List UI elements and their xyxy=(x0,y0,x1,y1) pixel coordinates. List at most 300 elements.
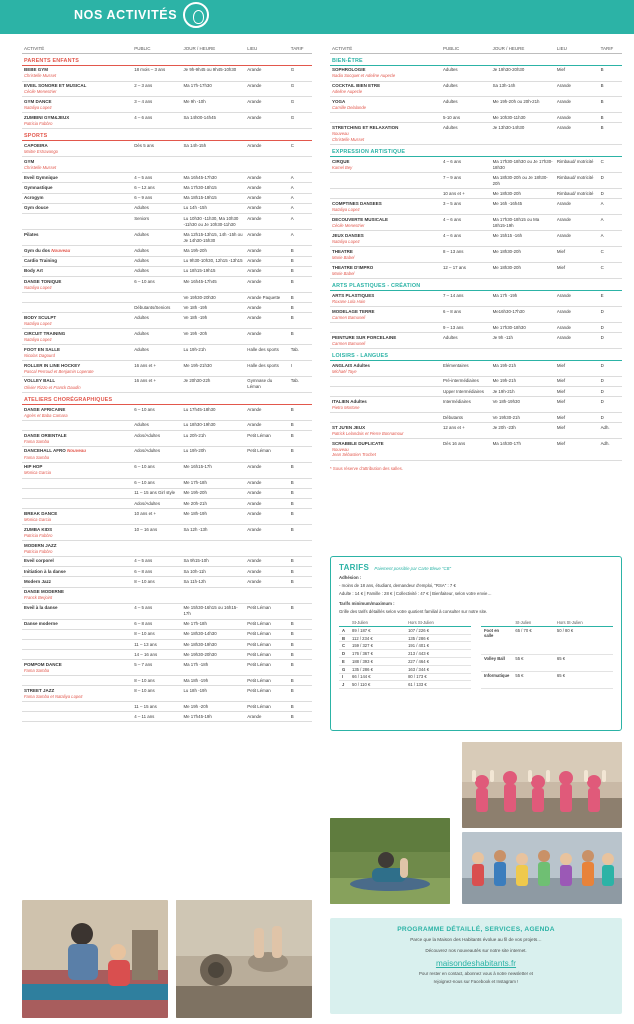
activity-name: DANSE AFRICAINE xyxy=(24,406,66,412)
cell-tarif: A xyxy=(599,215,622,231)
cell-jour: Ma 18h30-20h ou Je 18h30-20h xyxy=(491,173,555,189)
cell-jour: Lu 18h -19h xyxy=(181,686,245,702)
cell-jour: Ma 12h15-13h15, 14h -15h ou Je 14h30-15h30 xyxy=(181,230,245,246)
cell-jour: Ma 19h-21h xyxy=(491,360,555,376)
price-row xyxy=(481,672,613,689)
price-key: J xyxy=(339,681,349,689)
cell-tarif: B xyxy=(289,660,312,676)
cell-public: 11 – 15 ans xyxy=(132,702,181,712)
price-value: 191 / 401 € xyxy=(405,642,471,650)
cell-tarif: C xyxy=(599,157,622,173)
cell-tarif: B xyxy=(289,246,312,256)
cell-lieu: Arande xyxy=(245,462,289,478)
price-value: 55 € xyxy=(512,672,554,689)
table-row xyxy=(330,376,622,386)
instructor-name: Adeline Aupecle xyxy=(332,89,363,95)
cell-tarif: B xyxy=(289,525,312,541)
table-row xyxy=(22,420,312,430)
cell-jour: Me 17h-18h xyxy=(181,478,245,488)
cell-tarif xyxy=(289,157,312,173)
cell-jour: Me 15h15 -16h xyxy=(491,231,555,247)
price-value: 80 / 173 € xyxy=(405,673,471,681)
price-value: 50 / 110 € xyxy=(349,681,405,689)
cell-public: 7 – 9 ans xyxy=(441,173,491,189)
cell-public: Débutants/Seniors xyxy=(132,303,181,313)
cell-jour: Sa 13h-14h xyxy=(491,81,555,97)
cell-tarif: B xyxy=(289,488,312,498)
cell-lieu: Arande Paquette xyxy=(245,292,289,302)
cell-tarif: G xyxy=(289,81,312,97)
cell-public: 8 – 10 ans xyxy=(132,676,181,686)
cell-tarif: B xyxy=(289,404,312,420)
cell-lieu: Petit Léman xyxy=(245,660,289,676)
col-public: PUBLIC xyxy=(441,44,491,53)
cell-jour: Ma 18h -19h xyxy=(181,676,245,686)
cell-jour: Me 9h -10h xyxy=(181,97,245,113)
cell-activite xyxy=(22,567,132,577)
cell-jour: Lu 14h -15h xyxy=(181,203,245,213)
table-row xyxy=(22,183,312,193)
table-row xyxy=(330,113,622,123)
table-row xyxy=(330,65,622,81)
activity-name: EVEIL SONORE ET MUSICAL xyxy=(24,83,87,89)
cell-jour: Sa 14h00-14h45 xyxy=(181,113,245,129)
cell-activite xyxy=(330,333,441,349)
activity-name: ARTS PLASTIQUES xyxy=(332,292,375,298)
cell-public: 14 – 16 ans xyxy=(132,650,181,660)
cell-jour: Lu 19h-21h xyxy=(181,345,245,361)
cell-activite xyxy=(330,247,441,263)
table-row xyxy=(22,650,312,660)
cell-lieu: Arande xyxy=(245,577,289,587)
cell-activite xyxy=(22,629,132,639)
footer-box xyxy=(330,918,622,1014)
cell-tarif: B xyxy=(289,556,312,566)
table-row xyxy=(330,423,622,439)
instructor-name: Christelle Musset xyxy=(332,136,365,142)
cell-public: 4 – 5 ans xyxy=(132,556,181,566)
cell-jour: Ma 16h45-17h30 xyxy=(181,173,245,183)
table-row xyxy=(22,488,312,498)
cell-tarif: B xyxy=(289,629,312,639)
activity-name: PEINTURE SUR PORCELAINE xyxy=(332,334,397,340)
instructor-name: Marie Babel xyxy=(332,270,355,276)
price-key: Volley Ball xyxy=(481,654,512,671)
table-row xyxy=(330,173,622,189)
table-row xyxy=(22,266,312,276)
cell-tarif: A xyxy=(289,193,312,203)
footer-line-4: rejoignez-nous sur Facebook et Instagram ! xyxy=(433,978,519,984)
table-row xyxy=(22,577,312,587)
cell-tarif: C xyxy=(599,247,622,263)
price-value: 61 / 133 € xyxy=(405,681,471,689)
cell-activite xyxy=(22,478,132,488)
cell-public: Adultes xyxy=(132,313,181,329)
table-row xyxy=(22,65,312,81)
activity-name: MODELAGE TERRE xyxy=(332,308,375,314)
cell-jour: Me 16h45-17h45 xyxy=(181,277,245,293)
price-key: D xyxy=(339,650,349,658)
cell-tarif: D xyxy=(599,173,622,189)
cell-tarif: B xyxy=(289,686,312,702)
cell-public: 4 – 6 ans xyxy=(441,231,491,247)
price-value: 135 / 286 € xyxy=(405,634,471,642)
cell-activite xyxy=(22,420,132,430)
table-row xyxy=(22,173,312,183)
cell-lieu xyxy=(245,157,289,173)
cell-public: Dès 5 ans xyxy=(132,141,181,157)
cell-tarif: B xyxy=(599,81,622,97)
footer-title: PROGRAMME DÉTAILLÉ, SERVICES, AGENDA xyxy=(397,926,555,933)
cell-lieu: Arande xyxy=(245,277,289,293)
price-col-header: St-Julien xyxy=(512,619,554,626)
cell-lieu: Rimbaud/ motricité xyxy=(555,189,599,199)
instructor-name: Fama Samba et Nataliya Lopez xyxy=(24,693,83,699)
cell-jour: Me 18h30-19h30 xyxy=(181,639,245,649)
table-row xyxy=(22,230,312,246)
cell-lieu: Arande xyxy=(245,183,289,193)
cell-lieu: Arande xyxy=(245,525,289,541)
instructor-name: Carmen Bamuseli xyxy=(332,314,366,320)
cell-lieu xyxy=(245,587,289,603)
cell-jour: Je 9h-9h45 ou 9h45-10h30 xyxy=(181,65,245,81)
cell-jour: Me 20h-21h xyxy=(181,498,245,508)
cell-public: 5 – 7 ans xyxy=(132,660,181,676)
table-row xyxy=(22,446,312,462)
cell-activite xyxy=(22,650,132,660)
table-row xyxy=(330,387,622,397)
cell-activite xyxy=(330,199,441,215)
instructor-name: Agnès et Baba Camara xyxy=(24,412,68,418)
table-row xyxy=(22,603,312,619)
cell-activite xyxy=(22,587,132,603)
table-row xyxy=(22,303,312,313)
cell-activite xyxy=(22,173,132,183)
instructor-name: Michaël Taye xyxy=(332,368,357,374)
cell-activite xyxy=(22,462,132,478)
section-header xyxy=(22,53,312,65)
price-key: Foot en salle xyxy=(481,626,512,654)
cell-tarif: D xyxy=(599,360,622,376)
table-row xyxy=(330,189,622,199)
cell-jour: Me 18h30-20h xyxy=(491,247,555,263)
cell-public: 6 – 10 ans xyxy=(132,277,181,293)
cell-lieu: Arande xyxy=(245,173,289,183)
cell-activite xyxy=(22,183,132,193)
col-lieu: LIEU xyxy=(245,44,289,53)
cell-lieu: Arande xyxy=(245,712,289,722)
table-row xyxy=(22,430,312,446)
table-row xyxy=(330,360,622,376)
cell-activite xyxy=(330,123,441,145)
cell-lieu: Petit Léman xyxy=(245,702,289,712)
cell-public: Pré-intermédiaires xyxy=(441,376,491,386)
cell-public: 6 – 9 ans xyxy=(132,193,181,203)
cell-public: Ados/Adultes xyxy=(132,446,181,462)
price-row xyxy=(481,654,613,671)
activity-name: STRETCHING ET RELAXATION xyxy=(332,125,399,131)
cell-activite xyxy=(330,263,441,279)
activity-name: ZUMBINI GYM&JEUX xyxy=(24,114,70,120)
cell-activite xyxy=(22,540,132,556)
tarifs-box xyxy=(330,556,622,731)
cell-lieu: Arande xyxy=(245,266,289,276)
activity-name: Cardio Training xyxy=(24,258,58,264)
price-table-levels xyxy=(339,619,471,689)
cell-jour: Ve 18h -19h xyxy=(181,303,245,313)
cell-jour: Ve 18h-19h30 xyxy=(491,397,555,413)
cell-activite xyxy=(330,113,441,123)
table-row xyxy=(22,376,312,392)
price-value: 65 / 70 € xyxy=(512,626,554,654)
cell-lieu: Arande xyxy=(245,97,289,113)
cell-jour: Me 18h30-14h30 xyxy=(181,629,245,639)
cell-public xyxy=(132,292,181,302)
cell-jour: Ma 17h-17h30 xyxy=(181,81,245,97)
cell-jour: Lu 18h30-19h30 xyxy=(181,420,245,430)
instructor-name: Monica Garcia xyxy=(24,516,51,522)
page-title: NOS ACTIVITÉS xyxy=(74,8,178,22)
instructor-name: Cécile Menestrier xyxy=(24,89,57,95)
table-row xyxy=(22,619,312,629)
table-row xyxy=(22,193,312,203)
website-link[interactable]: maisondeshabitants.fr xyxy=(435,958,517,968)
cell-public: 4 – 6 ans xyxy=(441,215,491,231)
cell-tarif: B xyxy=(289,277,312,293)
table-header-row xyxy=(330,44,622,53)
photo-yoga-outdoor xyxy=(330,818,450,904)
activity-name: COCKTAIL BIEN ETRE xyxy=(332,83,381,89)
cell-lieu: Petit Léman xyxy=(245,686,289,702)
activity-name: ITALIEN Adultes xyxy=(332,398,367,404)
cell-lieu: Arande xyxy=(555,215,599,231)
cell-activite xyxy=(22,404,132,420)
section-header xyxy=(22,129,312,141)
activity-name: DANSE TONIQUE xyxy=(24,278,62,284)
cell-tarif: B xyxy=(289,567,312,577)
cell-lieu: Halle des sports xyxy=(245,345,289,361)
cell-tarif: Tab. xyxy=(289,345,312,361)
cell-jour: Me 19h-20h xyxy=(181,488,245,498)
cell-public: Elémentaires xyxy=(441,360,491,376)
cell-public: Adultes xyxy=(132,345,181,361)
cell-public: 3 – 4 ans xyxy=(132,97,181,113)
cell-lieu: Arande xyxy=(245,203,289,213)
table-row xyxy=(22,292,312,302)
salles-note: * Sous réserve d'attribution des salles. xyxy=(330,465,403,471)
cell-lieu xyxy=(245,540,289,556)
section-header xyxy=(330,348,622,360)
cell-tarif: B xyxy=(289,462,312,478)
cell-public: 6 – 12 ans xyxy=(132,183,181,193)
table-row xyxy=(22,141,312,157)
cell-lieu: Arande xyxy=(245,404,289,420)
cell-jour: Me16h30-17h30 xyxy=(491,307,555,323)
price-row xyxy=(339,650,471,658)
cell-activite xyxy=(22,360,132,376)
cell-public: 6 – 8 ans xyxy=(132,567,181,577)
cell-public: 6 – 8 ans xyxy=(132,619,181,629)
table-row xyxy=(22,113,312,129)
instructor-name: Nataliya Lopez xyxy=(24,336,52,342)
cell-public: 10 ans et + xyxy=(441,189,491,199)
section-title: SPORTS xyxy=(22,129,312,141)
table-row xyxy=(330,199,622,215)
activity-name: ANGLAIS Adultes xyxy=(332,362,370,368)
cell-lieu: Arande xyxy=(245,303,289,313)
cell-activite xyxy=(330,65,441,81)
cell-jour: Sa 14h-15h xyxy=(181,141,245,157)
cell-jour: Me 10h30-11h30 xyxy=(491,113,555,123)
photo-cheerleaders-image xyxy=(462,742,622,828)
instructor-name: Fama Samba xyxy=(24,438,50,444)
cell-tarif: D xyxy=(599,413,622,423)
cell-jour: Lu 18h15-19h15 xyxy=(181,266,245,276)
price-row xyxy=(339,626,471,634)
instructor-name: Pascal Perroud et Benjamin Loperate xyxy=(24,368,94,374)
cell-jour: Sa 10h-11h xyxy=(181,567,245,577)
cell-tarif: B xyxy=(289,313,312,329)
photo-kids-gym-image xyxy=(22,900,168,1018)
cell-lieu: Mief xyxy=(555,387,599,397)
cell-lieu: Arande xyxy=(555,322,599,332)
cell-public: Adultes xyxy=(441,123,491,145)
footer-line-2: Découvrez nos nouveautés sur notre site internet. xyxy=(425,947,527,953)
cell-public: 11 – 15 ans Girl style xyxy=(132,488,181,498)
price-col-header xyxy=(339,619,349,626)
cell-activite xyxy=(22,488,132,498)
cell-tarif: B xyxy=(289,478,312,488)
cell-lieu: Rimbaud/ motricité xyxy=(555,173,599,189)
cell-tarif: A xyxy=(289,230,312,246)
cell-tarif: B xyxy=(289,256,312,266)
activity-name: FOOT EN SALLE xyxy=(24,346,60,352)
instructor-name: Marie Babel xyxy=(332,254,355,260)
table-row xyxy=(330,263,622,279)
table-row xyxy=(22,203,312,213)
price-key: G xyxy=(339,665,349,673)
cell-public: 4 – 11 ans xyxy=(132,712,181,722)
section-header xyxy=(330,145,622,157)
cell-tarif: D xyxy=(599,322,622,332)
cell-tarif: B xyxy=(289,303,312,313)
instructor-name: Nataliya Lopez xyxy=(24,320,52,326)
table-row xyxy=(330,291,622,307)
activity-name: BODY SCULPT xyxy=(24,314,57,320)
cell-tarif: B xyxy=(289,702,312,712)
activity-name: Gym douce xyxy=(24,205,49,211)
activity-name: STREET JAZZ xyxy=(24,687,55,693)
cell-lieu: Petit Léman xyxy=(245,650,289,660)
instructor-name: Nataliya Lopez xyxy=(24,284,52,290)
cell-tarif: B xyxy=(289,712,312,722)
cell-public: 12 ans et + xyxy=(441,423,491,439)
cell-tarif: Adh. xyxy=(599,439,622,461)
instructor-name: Jean Sébastien Trochet xyxy=(332,452,376,458)
table-row xyxy=(22,329,312,345)
table-row xyxy=(22,702,312,712)
table-row xyxy=(22,360,312,376)
cell-activite xyxy=(22,141,132,157)
table-row xyxy=(22,157,312,173)
cell-activite xyxy=(22,292,132,302)
cell-activite xyxy=(22,97,132,113)
cell-tarif: D xyxy=(599,397,622,413)
section-header xyxy=(330,279,622,291)
cell-tarif: B xyxy=(289,266,312,276)
cell-jour: Me 16h -16h45 xyxy=(491,199,555,215)
cell-public: 6 – 8 ans xyxy=(441,307,491,323)
cell-tarif: A xyxy=(289,173,312,183)
price-row xyxy=(339,665,471,673)
activity-name: Acrogym xyxy=(24,195,44,201)
table-row xyxy=(330,322,622,332)
instructor-name: Christelle Musset xyxy=(24,73,57,79)
photo-children-group xyxy=(462,832,622,904)
cell-public: 4 – 5 ans xyxy=(132,603,181,619)
cell-jour xyxy=(181,540,245,556)
cell-activite xyxy=(22,676,132,686)
instructor-name: Maitre Estravango xyxy=(24,148,58,154)
instructor-name: Cécile Menestrier xyxy=(332,222,365,228)
price-value: 176 / 367 € xyxy=(349,650,405,658)
instructor-name: Nataliya Lopez xyxy=(24,105,52,111)
cell-jour: Je 20h30-22h xyxy=(181,376,245,392)
cell-lieu: Gymnase du Léman xyxy=(245,376,289,392)
cell-activite xyxy=(22,329,132,345)
nouveau-badge: Nouveau xyxy=(67,448,87,454)
cell-public: 4 – 6 ans xyxy=(441,157,491,173)
activity-name: SCRABBLE DUPLICATE xyxy=(332,440,384,446)
instructor-name: Patricia Fabbro xyxy=(24,548,53,554)
cell-activite xyxy=(22,702,132,712)
table-row xyxy=(22,686,312,702)
cell-lieu: Arande xyxy=(555,81,599,97)
instructor-name: Roxane Lola Hain xyxy=(332,298,366,304)
instructor-name: Patricia Fabbro xyxy=(24,121,53,127)
cell-activite xyxy=(22,193,132,203)
cell-lieu: Petit Léman xyxy=(245,619,289,629)
cell-public: Ados/Adultes xyxy=(132,430,181,446)
cell-lieu: Arande xyxy=(245,329,289,345)
cell-activite xyxy=(22,712,132,722)
cell-jour: Lu 10h30 -11h30, Ma 10h30 -11h30 ou Je 10h30-11h30 xyxy=(181,214,245,230)
table-row xyxy=(22,478,312,488)
cell-activite xyxy=(22,430,132,446)
instructor-name: Kamel Bey xyxy=(332,164,353,170)
cell-tarif: Tab. xyxy=(289,376,312,392)
cell-public: 8 – 10 ans xyxy=(132,629,181,639)
section-title: ATELIERS CHORÉGRAPHIQUES xyxy=(22,392,312,404)
col-tarif: TARIF xyxy=(289,44,312,53)
cell-public: Adultes xyxy=(132,256,181,266)
instructor-name: Carmen Bamuseli xyxy=(332,340,366,346)
photo-yoga-image xyxy=(330,818,450,904)
cell-activite xyxy=(22,246,132,256)
price-value: 163 / 344 € xyxy=(405,665,471,673)
instructor-name: Fama Samba xyxy=(24,454,50,460)
cell-tarif: G xyxy=(289,113,312,129)
cell-activite xyxy=(330,231,441,247)
nouveau-badge: Nouveau xyxy=(332,131,349,137)
photo-cheerleaders xyxy=(462,742,622,828)
activity-name: JEUX DANSES xyxy=(332,232,364,238)
cell-activite xyxy=(330,291,441,307)
cell-activite xyxy=(330,397,441,413)
cell-activite xyxy=(330,322,441,332)
adhesion-line-2: Adulte : 14 € | Famille : 28 € | Collectivité : 47 € | Bienfaiteur, selon votre envie… xyxy=(339,591,492,597)
cell-lieu: Arande xyxy=(245,313,289,329)
